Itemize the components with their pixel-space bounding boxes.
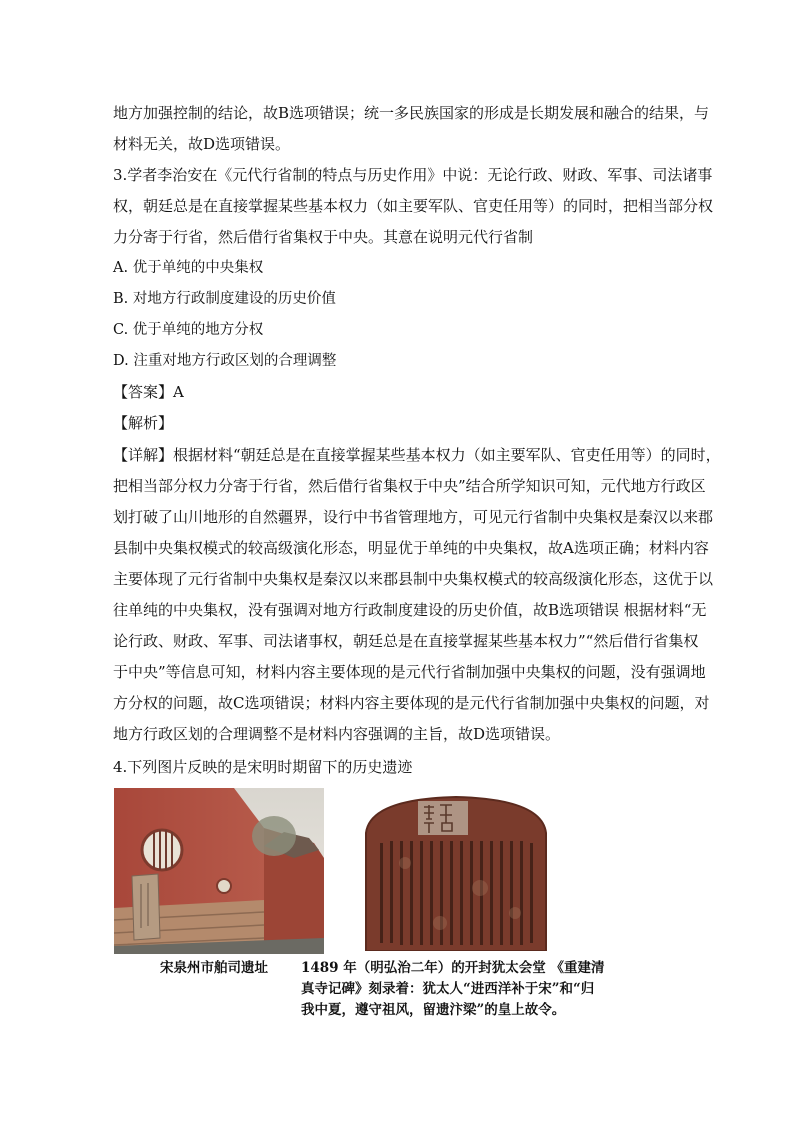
option-a: A. 优于单纯的中央集权 [113, 260, 264, 276]
explanation-line: 县制中央集权模式的较高级演化形态，明显优于单纯的中央集权，故A选项正确；材料内容 [113, 539, 709, 557]
explanation-line: 往单纯的中央集权，没有强调对地方行政制度建设的历史价值，故B选项错误 根据材料“无 [113, 601, 707, 619]
quanzhou-shibosi-photo [114, 788, 324, 954]
explanation-line: 划打破了山川地形的自然疆界，设行中书省管理地方，可见元行省制中央集权是秦汉以来郡 [113, 508, 714, 526]
right-figure-caption-line-1: 1489 年（明弘治二年）的开封犹太会堂 《重建清 [301, 960, 605, 976]
right-figure-caption-line-3: 我中夏，遵守祖风，留遗汴梁”的皇上故令。 [301, 1002, 566, 1018]
explanation-line: 把相当部分权力分寄于行省，然后借行省集权于中央”结合所学知识可知，元代地方行政区 [113, 477, 706, 495]
option-d: D. 注重对地方行政区划的合理调整 [113, 353, 337, 369]
option-b: B. 对地方行政制度建设的历史价值 [113, 291, 336, 307]
question-3-stem: 3.学者李治安在《元代行省制的特点与历史作用》中说：无论行政、财政、军事、司法诸事 [113, 166, 713, 184]
analysis-label: 【解析】 [113, 414, 174, 432]
left-figure-caption: 宋泉州市舶司遗址 [160, 960, 268, 976]
right-figure-caption-line-2: 真寺记碑》刻录着：犹太人“进西洋补于宋”和“归 [301, 981, 595, 997]
kaifeng-synagogue-stele-photo [360, 793, 552, 951]
text-line: 力分寄于行省，然后借行省集权于中央。其意在说明元代行省制 [113, 228, 534, 246]
explanation-line: 于中央”等信息可知，材料内容主要体现的是元代行省制加强中央集权的问题，没有强调地 [113, 663, 706, 681]
option-c: C. 优于单纯的地方分权 [113, 322, 264, 338]
explanation-line: 【详解】根据材料“朝廷总是在直接掌握某些基本权力（如主要军队、官吏任用等）的同时， [113, 446, 721, 464]
text-line: 材料无关，故D选项错误。 [113, 135, 291, 153]
answer-label: 【答案】A [113, 383, 184, 401]
text-line: 地方加强控制的结论，故B选项错误；统一多民族国家的形成是长期发展和融合的结果，与 [113, 104, 710, 122]
explanation-line: 论行政、财政、军事、司法诸事权，朝廷总是在直接掌握某些基本权力”“然后借行省集权 [113, 632, 699, 650]
text-line: 权，朝廷总是在直接掌握某些基本权力（如主要军队、官吏任用等）的同时，把相当部分权 [113, 197, 714, 215]
explanation-line: 主要体现了元行省制中央集权是秦汉以来郡县制中央集权模式的较高级演化形态，这优于以 [113, 570, 714, 588]
question-4-stem: 4.下列图片反映的是宋明时期留下的历史遗迹 [113, 758, 413, 776]
explanation-line: 地方行政区划的合理调整不是材料内容强调的主旨，故D选项错误。 [113, 725, 561, 743]
explanation-line: 方分权的问题，故C选项错误；材料内容主要体现的是元代行省制加强中央集权的问题，对 [113, 694, 710, 712]
